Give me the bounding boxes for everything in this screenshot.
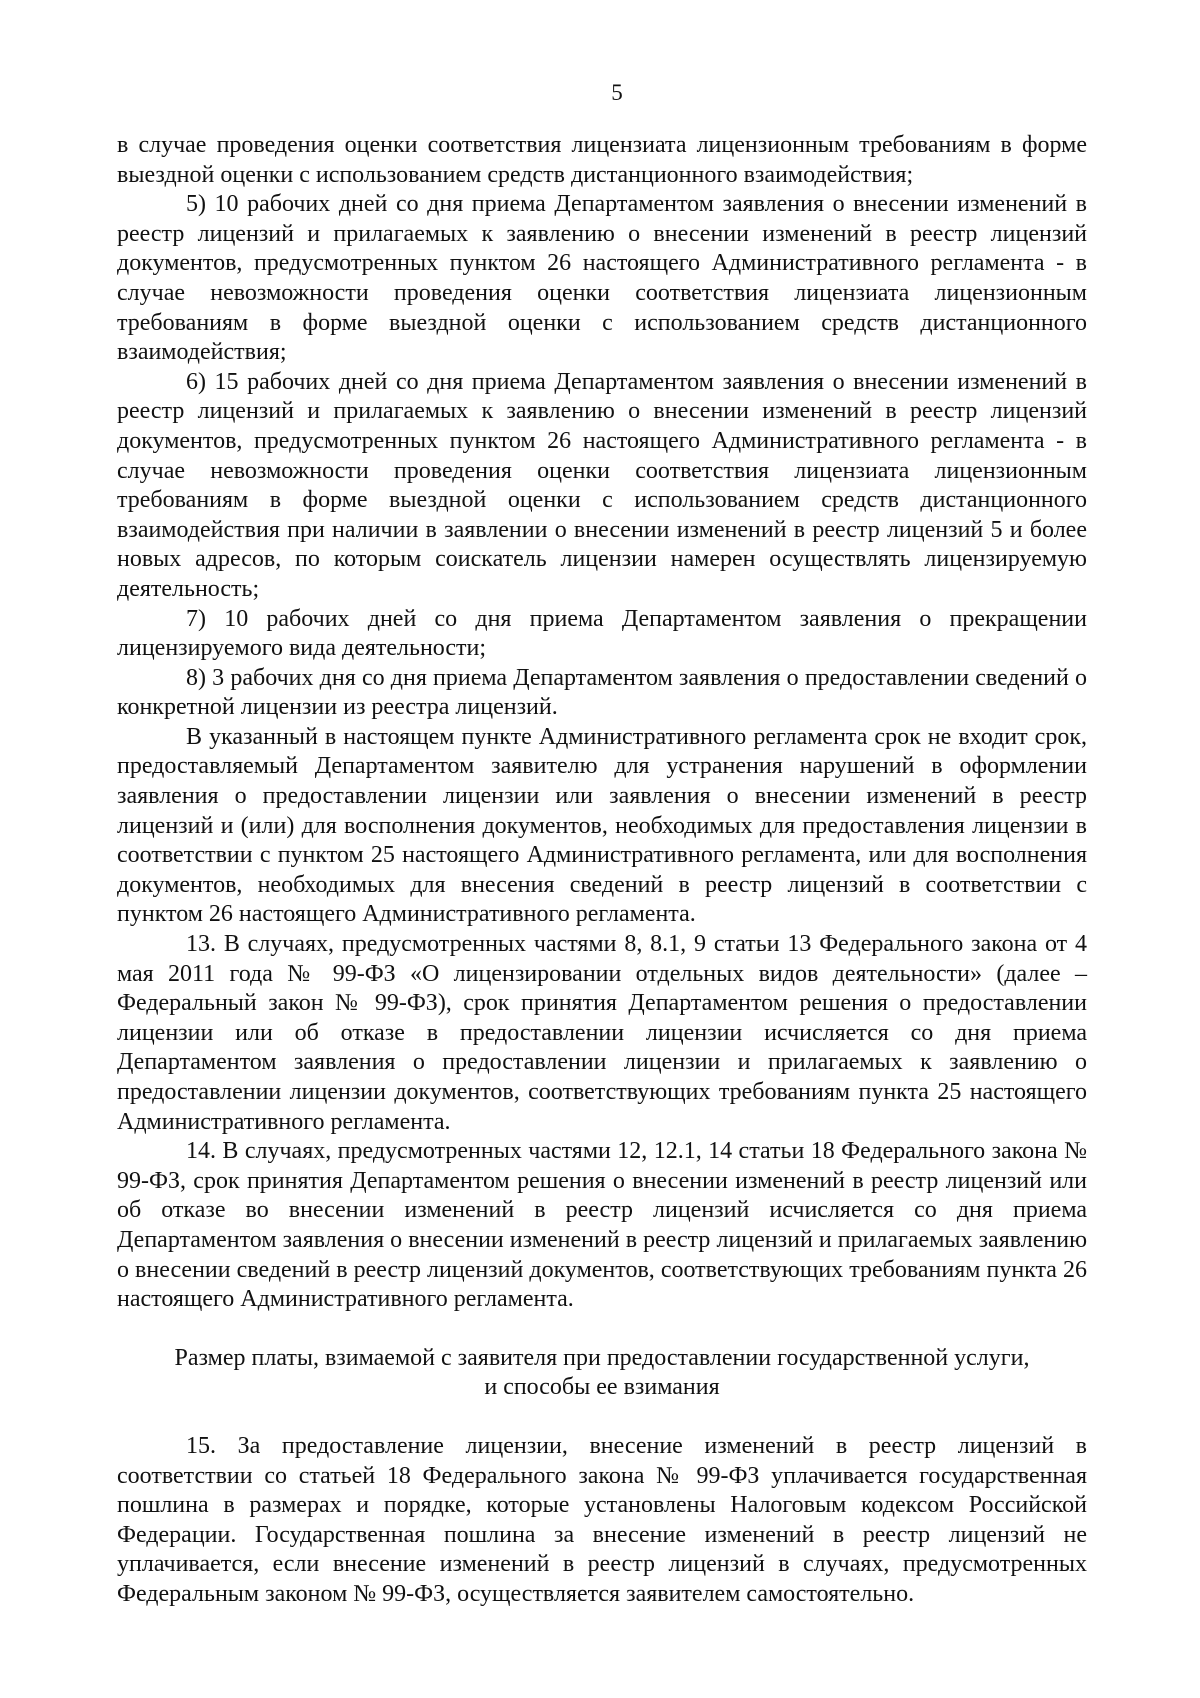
paragraph-14: 14. В случаях, предусмотренных частями 12, 12.1, 14 статьи 18 Федерального закона № 99-ФЗ, срок принятия Департаментом решения о внесении изменений в реестр лицензий или об отказе во внесении изменений в реестр лицензий исчисляется со дня приема Департаментом заявления о внесении изменений в реестр лицензий и прилагаемых заявлению о внесении сведений в реестр лицензий документов, соответствующих требованиям пункта 26 настоящего Административного регламента. bbox=[117, 1138, 1087, 1313]
paragraph-13: 13. В случаях, предусмотренных частями 8, 8.1, 9 статьи 13 Федерального закона от 4 мая 2011 года № 99-ФЗ «О лицензировании отдельных видов деятельности» (далее – Федеральный закон № 99-ФЗ), срок принятия Департаментом решения о предоставлении лицензии или об отказе в предоставлении лицензии исчисляется со дня приема Департаментом заявления о предоставлении лицензии и прилагаемых к заявлению о предоставлении лицензии документов, соответствующих требованиям пункта 25 настоящего Административного регламента. bbox=[117, 931, 1087, 1135]
document-body bbox=[117, 131, 1087, 1610]
paragraph-15: 15. За предоставление лицензии, внесение изменений в реестр лицензий в соответствии со статьей 18 Федерального закона № 99-ФЗ уплачивается государственная пошлина в размерах и порядке, которые установлены Налоговым кодексом Российской Федерации. Государственная пошлина за внесение изменений в реестр лицензий не уплачивается, если внесение изменений в реестр лицензий в случаях, предусмотренных Федеральным законом № 99-ФЗ, осуществляется заявителем самостоятельно. bbox=[117, 1432, 1087, 1607]
paragraph-item-5: 5) 10 рабочих дней со дня приема Департаментом заявления о внесении изменений в реестр лицензий и прилагаемых к заявлению о внесении изменений в реестр лицензий документов, предусмотренных пунктом 26 настоящего Административного регламента - в случае невозможности проведения оценки соответствия лицензиата лицензионным требованиям в форме выездной оценки с использованием средств дистанционного взаимодействия; bbox=[117, 191, 1087, 366]
paragraph-term-exclusion: В указанный в настоящем пункте Административного регламента срок не входит срок, предоставляемый Департаментом заявителю для устранения нарушений в оформлении заявления о предоставлении лицензии или заявления о внесении изменений в реестр лицензий и (или) для восполнения документов, необходимых для предоставления лицензии в соответствии с пунктом 25 настоящего Административного регламента, или для восполнения документов, необходимых для внесения сведений в реестр лицензий в соответствии с пунктом 26 настоящего Административного регламента. bbox=[117, 723, 1087, 928]
paragraph-continuation: в случае проведения оценки соответствия лицензиата лицензионным требованиям в форме выездной оценки с использованием средств дистанционного взаимодействия; bbox=[117, 132, 1087, 188]
section-heading bbox=[117, 1344, 1087, 1403]
page-number: 5 bbox=[611, 80, 623, 105]
paragraph-item-7: 7) 10 рабочих дней со дня приема Департаментом заявления о прекращении лицензируемого вида деятельности; bbox=[117, 605, 1087, 662]
paragraph-item-8: 8) 3 рабочих дня со дня приема Департаментом заявления о предоставлении сведений о конкретной лицензии из реестра лицензий. bbox=[117, 664, 1087, 721]
section-heading-line-2: и способы ее взимания bbox=[484, 1374, 720, 1401]
section-heading-line-1: Размер платы, взимаемой с заявителя при предоставлении государственной услуги, bbox=[174, 1344, 1030, 1371]
paragraph-item-6: 6) 15 рабочих дней со дня приема Департаментом заявления о внесении изменений в реестр лицензий и прилагаемых к заявлению о внесении изменений в реестр лицензий документов, предусмотренных пунктом 26 настоящего Административного регламента - в случае невозможности проведения оценки соответствия лицензиата лицензионным требованиям в форме выездной оценки с использованием средств дистанционного взаимодействия при наличии в заявлении о внесении изменений в реестр лицензий 5 и более новых адресов, по которым соискатель лицензии намерен осуществлять лицензируемую деятельность; bbox=[117, 368, 1087, 602]
